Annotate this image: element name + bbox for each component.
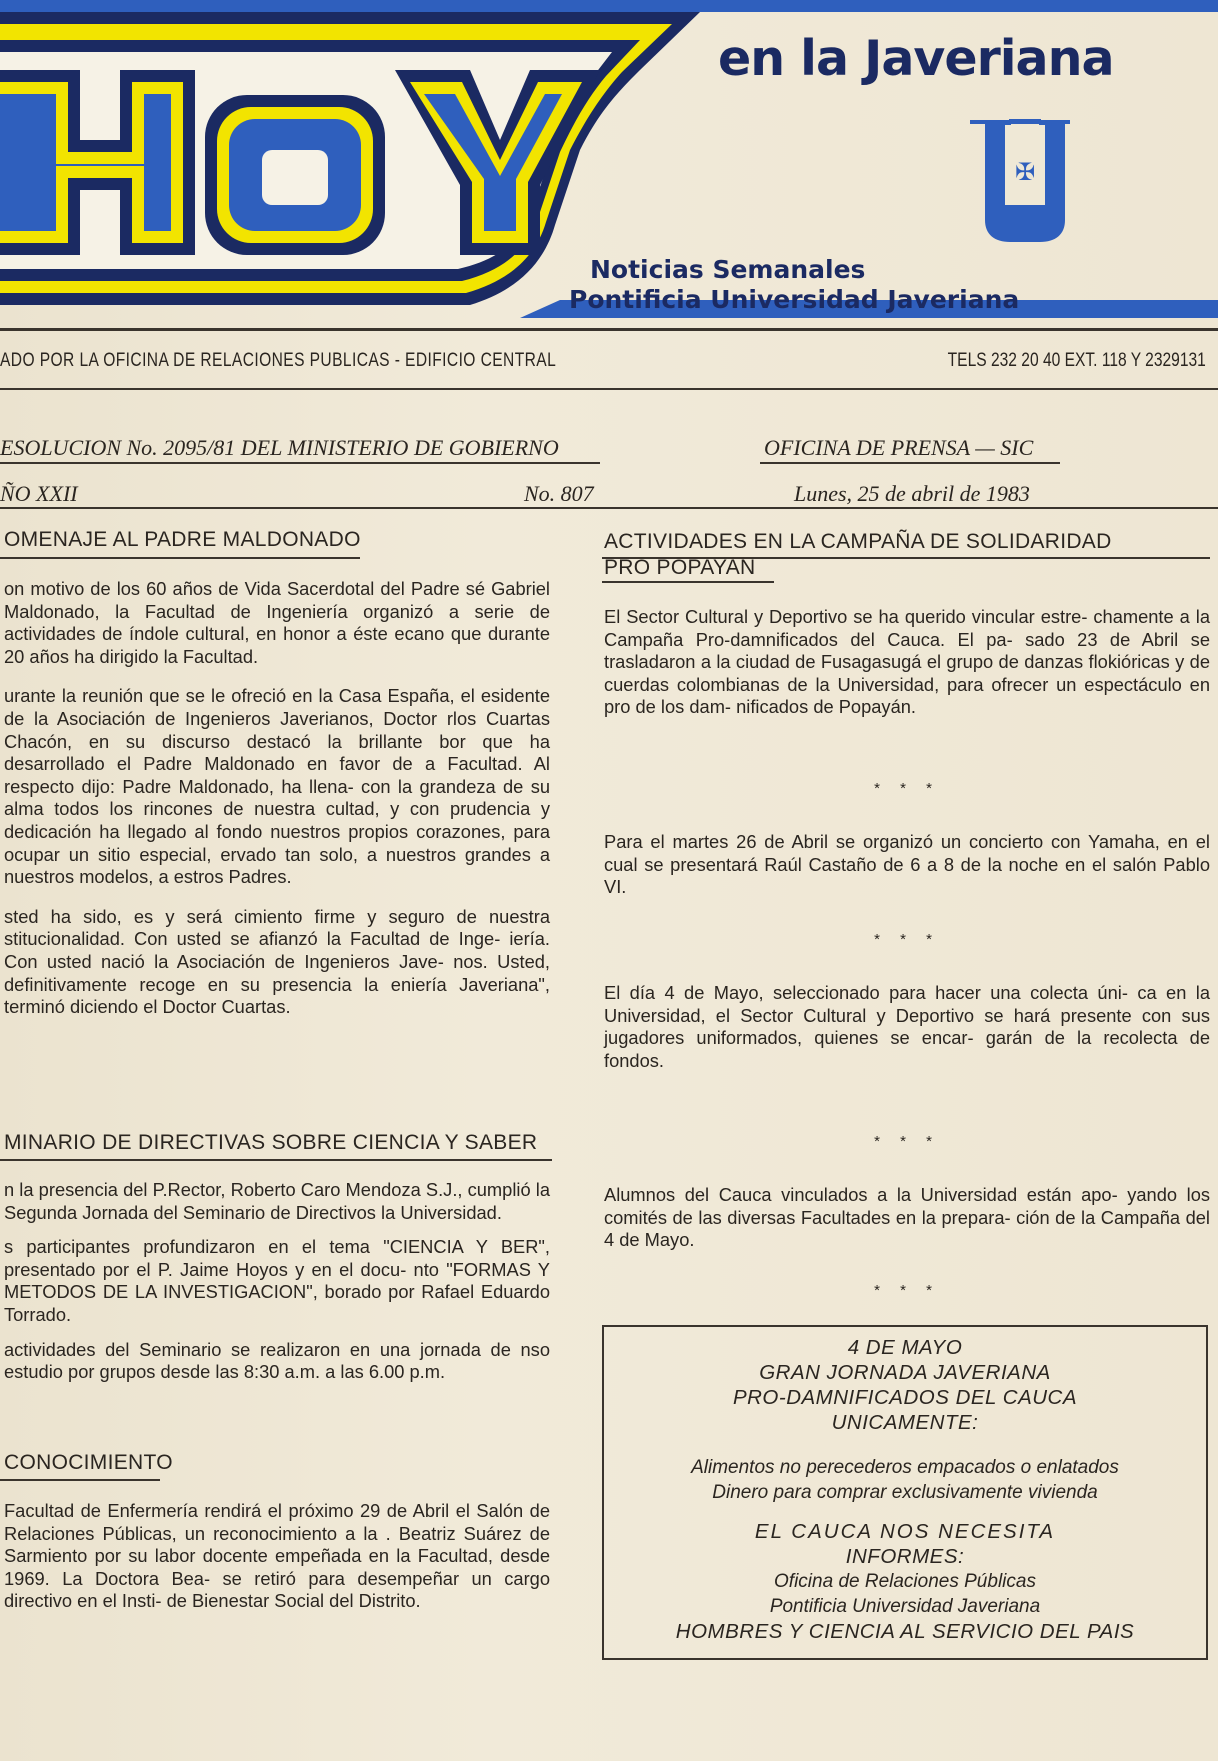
notice-box: [602, 1325, 1208, 1660]
paragraph: sted ha sido, es y será cimiento firme y seguro de nuestra stitucionalidad. Con usted se afianzó la Facultad de Inge- iería. Con usted nació la Asociación de Ingenieros Jave- nos. Usted, definitivamente recoge en su presencia la eniería Javeriana", terminó diciendo el Doctor Cuartas.: [4, 905, 550, 1018]
article-heading-campana-2: PRO POPAYAN: [604, 556, 756, 579]
article-body-seminario: [4, 1179, 550, 1384]
svg-text:✠: ✠: [1014, 158, 1036, 186]
article-heading-reconocimiento: CONOCIMIENTO: [4, 1451, 173, 1474]
resolution-line: ESOLUCION No. 2095/81 DEL MINISTERIO DE GOBIERNO: [0, 435, 559, 460]
rule-press: [760, 462, 1060, 464]
rule-top: [0, 388, 1218, 390]
heading-underline: [0, 557, 360, 559]
paragraph: Facultad de Enfermería rendirá el próximo 29 de Abril el Salón de Relaciones Públicas, un reconocimiento a la . Beatriz Suárez de Sarmiento por su labor docente empeñada en la Facultad, desde 1969. La Doctora Bea- se retiró para desempeñar un cargo directivo en el Insti- de Bienestar Social del Distrito.: [4, 1500, 550, 1612]
campana-paragraph-2: Para el martes 26 de Abril se organizó un concierto con Yamaha, en el cual se presentará Raúl Castaño de 6 a 8 de la noche en el salón Pablo VI.: [604, 831, 1210, 898]
article-heading-homenaje: OMENAJE AL PADRE MALDONADO: [4, 528, 361, 551]
press-office: OFICINA DE PRENSA — SIC: [764, 435, 1034, 460]
paragraph: actividades del Seminario se realizaron en una jornada de nso estudio por grupos desde las 8:30 a.m. a las 6.00 p.m.: [4, 1338, 550, 1383]
notice-line: GRAN JORNADA JAVERIANA: [759, 1361, 1051, 1384]
notice-line: HOMBRES Y CIENCIA AL SERVICIO DEL PAIS: [675, 1620, 1135, 1643]
notice-line: Alimentos no perecederos empacados o enlatados: [691, 1457, 1119, 1478]
heading-underline: [0, 1159, 552, 1161]
campana-paragraph-1: El Sector Cultural y Deportivo se ha querido vincular estre- chamente a la Campaña Pro-damnificados del Cauca. El pa- sado 23 de Abril se trasladaron a la ciudad de Fusagasugá el grupo de danzas flokióricas y de cuerdas colombianas de la Universidad, para ofrecer un espectáculo en pro de los dam- nificados de Popayán.: [604, 606, 1210, 718]
tels-line: TELS 232 20 40 EXT. 118 Y 2329131: [947, 350, 1206, 371]
paragraph: n la presencia del P.Rector, Roberto Caro Mendoza S.J., cumplió la Segunda Jornada del Seminario de Directivos la Universidad.: [4, 1179, 550, 1223]
university-emblem: [970, 120, 1070, 242]
separator-stars: * * *: [874, 931, 940, 948]
article-heading-campana: ACTIVIDADES EN LA CAMPAÑA DE SOLIDARIDAD: [604, 530, 1112, 553]
article-body-reconocimiento: [4, 1500, 550, 1613]
rule-date: [0, 507, 1218, 509]
issue-number: No. 807: [524, 481, 594, 506]
masthead-subtitle-2: Pontificia Universidad Javeriana: [569, 285, 1020, 314]
notice-line: PRO-DAMNIFICADOS DEL CAUCA: [732, 1386, 1078, 1409]
article-body-homenaje: [4, 578, 550, 1019]
year-line: ÑO XXII: [0, 481, 78, 506]
masthead-subtitle-1: Noticias Semanales: [590, 255, 866, 284]
campana-paragraph-4: Alumnos del Cauca vinculados a la Universidad están apo- yando los comités de las diversas Facultades en la prepara- ción de la Campaña del 4 de Mayo.: [604, 1184, 1210, 1251]
notice-line: UNICAMENTE:: [831, 1411, 979, 1434]
paragraph: urante la reunión que se le ofreció en la Casa España, el esidente de la Asociación de Ingenieros Javerianos, Doctor rlos Cuartas Chacón, en su discurso destacó la brillante bor que ha desarrollado el Padre Maldonado en favor de a Facultad. Al respecto dijo: Padre Maldonado, ha llena- con la grandeza de su alma todos los rincones de nuestra cultad, y con prudencia y dedicación ha llegado al fondo nuestros propios corazones, para ocupar un sitio especial, ervado tan solo, a nuestros grandes a nuestros modelos, a estros Padres.: [4, 685, 550, 888]
campana-paragraph-3: El día 4 de Mayo, seleccionado para hacer una colecta úni- ca en la Universidad, el Sector Cultural y Deportivo se hará presente con sus jugadores uniformados, quienes se encar- garán de la recolecta de fondos.: [604, 982, 1210, 1071]
notice-line: Pontificia Universidad Javeriana: [769, 1596, 1041, 1617]
notice-line: INFORMES:: [845, 1545, 965, 1568]
rule-resolution: [0, 462, 600, 464]
separator-stars: * * *: [874, 1282, 940, 1299]
article-heading-seminario: MINARIO DE DIRECTIVAS SOBRE CIENCIA Y SABER: [4, 1131, 538, 1154]
paragraph: s participantes profundizaron en el tema "CIENCIA Y BER", presentado por el P. Jaime Hoyos y en el docu- nto "FORMAS Y METODOS DE LA INVESTIGACION", borado por Rafael Eduardo Torrado.: [4, 1236, 550, 1325]
issue-date: Lunes, 25 de abril de 1983: [794, 481, 1030, 506]
separator-stars: * * *: [874, 1133, 940, 1150]
masthead-title: en la Javeriana: [718, 30, 1114, 87]
separator-stars: * * *: [874, 780, 940, 797]
office-line: ADO POR LA OFICINA DE RELACIONES PUBLICAS - EDIFICIO CENTRAL: [0, 350, 557, 371]
notice-line: 4 DE MAYO: [847, 1336, 963, 1359]
paragraph: on motivo de los 60 años de Vida Sacerdotal del Padre sé Gabriel Maldonado, la Facultad de Ingeniería organizó a serie de actividades de índole cultural, en honor a éste ecano que durante 20 años ha dirigido la Facultad.: [4, 578, 550, 667]
notice-line: EL CAUCA NOS NECESITA: [754, 1520, 1056, 1543]
heading-underline: [0, 1479, 160, 1481]
notice-line: Dinero para comprar exclusivamente vivienda: [712, 1482, 1098, 1503]
heading-underline: [602, 581, 774, 583]
notice-line: Oficina de Relaciones Públicas: [774, 1571, 1036, 1592]
